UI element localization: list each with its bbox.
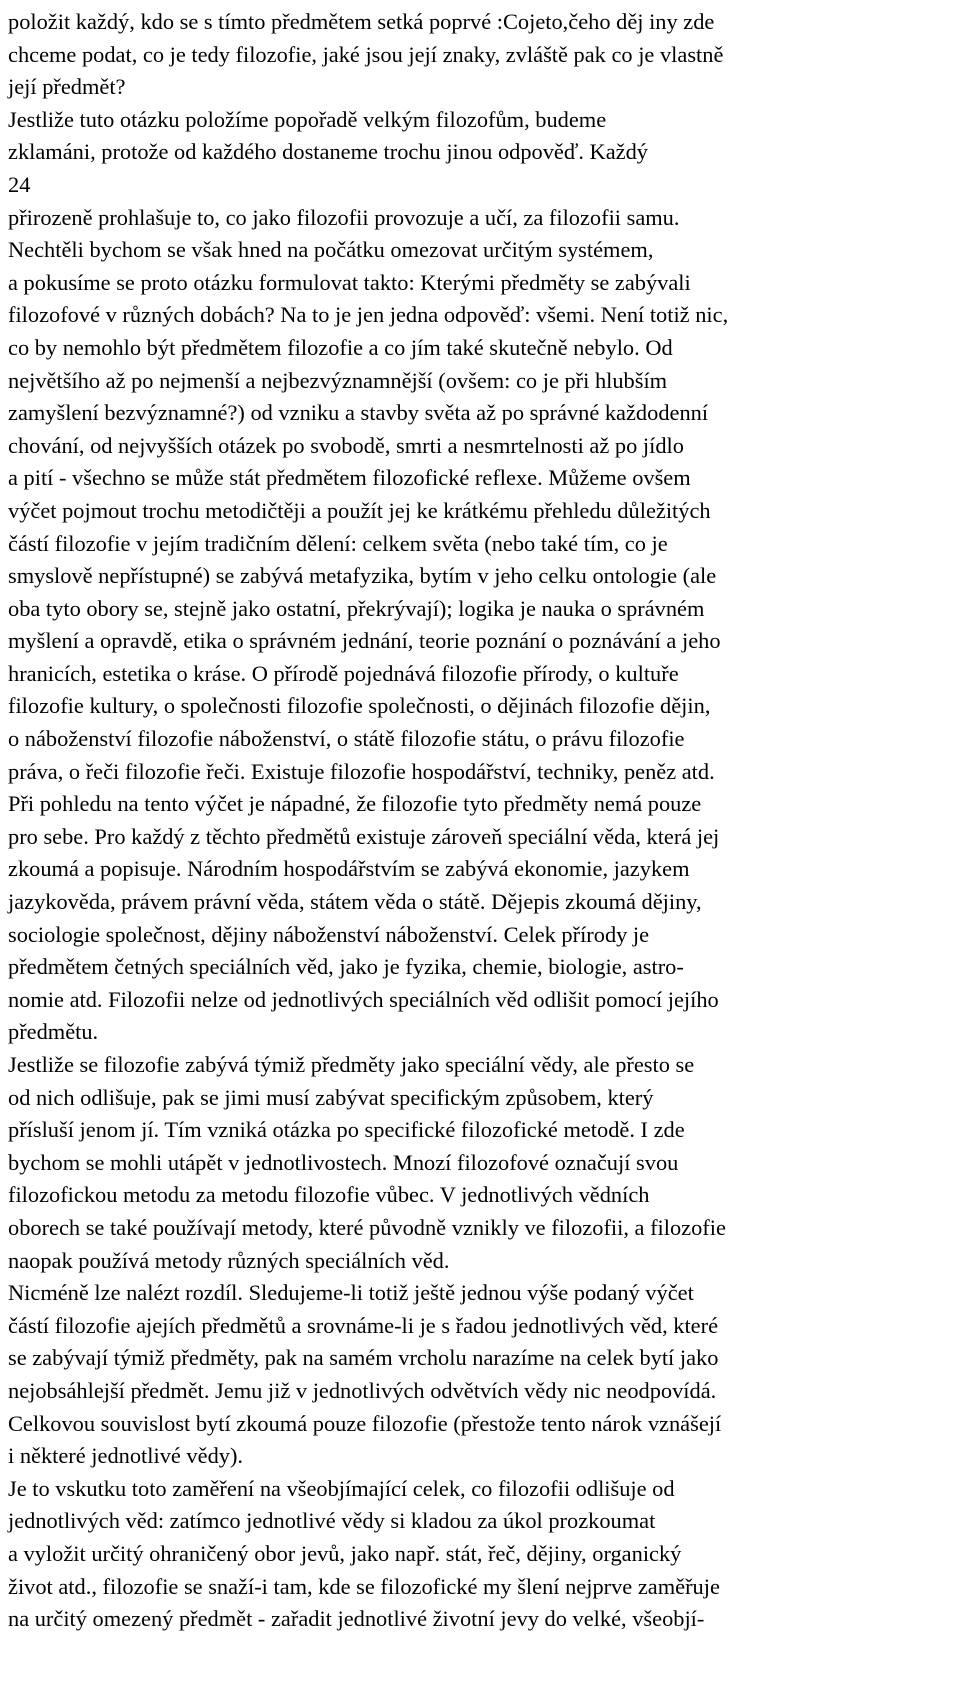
text-line: i některé jednotlivé vědy). bbox=[8, 1443, 244, 1469]
text-line bbox=[8, 1636, 953, 1669]
text-line: hranicích, estetika o kráse. O přírodě pojednává filozofie přírody, o kultuře bbox=[8, 660, 679, 686]
text-line: Nicméně lze nalézt rozdíl. Sledujeme-li totiž ještě jednou výše podaný výčet bbox=[8, 1280, 694, 1306]
text-line: jednotlivých věd: zatímco jednotlivé vědy si kladou za úkol prozkoumat bbox=[8, 1508, 656, 1534]
text-line: přirozeně prohlašuje to, co jako filozofii provozuje a učí, za filozofii samu. bbox=[8, 204, 680, 230]
text-line: od nich odlišuje, pak se jimi musí zabývat specifickým způsobem, který bbox=[8, 1084, 654, 1110]
text-line: předmětu. bbox=[8, 1019, 99, 1045]
text-line: výčet pojmout trochu metodičtěji a použít jej ke krátkému přehledu důležitých bbox=[8, 497, 711, 523]
text-line: chování, od nejvyšších otázek po svobodě, smrti a nesmrtelnosti až po jídlo bbox=[8, 432, 684, 458]
text-line: a pití - všechno se může stát předmětem filozofické reflexe. Můžeme ovšem bbox=[8, 465, 691, 491]
text-line: oba tyto obory se, stejně jako ostatní, překrývají); logika je nauka o správném bbox=[8, 595, 705, 621]
text-line: filozofové v různých dobách? Na to je jen jedna odpověď: všemi. Není totiž nic, bbox=[8, 302, 729, 328]
text-line: největšího až po nejmenší a nejbezvýznamnější (ovšem: co je při hlubším bbox=[8, 367, 668, 393]
text-line: částí filozofie v jejím tradičním dělení: celkem světa (nebo také tím, co je bbox=[8, 530, 668, 556]
text-line: položit každý, kdo se s tímto předmětem setká poprvé :Cojeto,čeho děj iny zde bbox=[8, 9, 715, 34]
text-line: nomie atd. Filozofii nelze od jednotlivých speciálních věd odlišit pomocí jejího bbox=[8, 986, 719, 1012]
text-line: filozofickou metodu za metodu filozofie vůbec. V jednotlivých vědních bbox=[8, 1182, 650, 1208]
text-line: Jestliže se filozofie zabývá týmiž předměty jako speciální vědy, ale přesto se bbox=[8, 1052, 695, 1077]
text-line: nejobsáhlejší předmět. Jemu již v jednotlivých odvětvích vědy nic neodpovídá. bbox=[8, 1377, 717, 1403]
text-line: Nechtěli bychom se však hned na počátku omezovat určitým systémem, bbox=[8, 237, 654, 263]
text-line: na určitý omezený předmět - zařadit jednotlivé životní jevy do velké, všeobjí- bbox=[8, 1606, 705, 1632]
text-line: Je to vskutku toto zaměření na všeobjímající celek, co filozofii odlišuje od bbox=[8, 1475, 675, 1501]
page-number: 24 bbox=[8, 171, 31, 197]
text-line: smyslově nepřístupné) se zabývá metafyzika, bytím v jeho celku ontologie (ale bbox=[8, 563, 717, 589]
text-line: a vyložit určitý ohraničený obor jevů, jako např. stát, řeč, dějiny, organický bbox=[8, 1540, 682, 1566]
text-line: pro sebe. Pro každý z těchto předmětů existuje zároveň speciální věda, která jej bbox=[8, 823, 720, 849]
text-line: jazykověda, právem právní věda, státem věda o státě. Dějepis zkoumá dějiny, bbox=[8, 889, 702, 915]
text-line: přísluší jenom jí. Tím vzniká otázka po specifické filozofické metodě. I zde bbox=[8, 1117, 685, 1143]
text-line: práva, o řeči filozofie řeči. Existuje filozofie hospodářství, techniky, peněz atd. bbox=[8, 758, 715, 784]
text-line: o náboženství filozofie náboženství, o státě filozofie státu, o právu filozofie bbox=[8, 726, 685, 752]
text-line: předmětem četných speciálních věd, jako je fyzika, chemie, biologie, astro- bbox=[8, 954, 684, 980]
text-line: Celkovou souvislost bytí zkoumá pouze filozofie (přestože tento nárok vznášejí bbox=[8, 1410, 722, 1436]
text-line: částí filozofie ajejích předmětů a srovnáme-li je s řadou jednotlivých věd, které bbox=[8, 1312, 719, 1338]
text-line: oborech se také používají metody, které původně vznikly ve filozofii, a filozofie bbox=[8, 1214, 726, 1240]
text-line: Při pohledu na tento výčet je nápadné, že filozofie tyto předměty nemá pouze bbox=[8, 791, 702, 817]
text-line: chceme podat, co je tedy filozofie, jaké jsou její znaky, zvláště pak co je vlastně bbox=[8, 41, 724, 67]
text-line: se zabývají týmiž předměty, pak na samém vrcholu narazíme na celek bytí jako bbox=[8, 1345, 719, 1371]
text-line: Jestliže tuto otázku položíme popořadě velkým filozofům, budeme bbox=[8, 106, 607, 132]
text-line: naopak používá metody různých speciálních věd. bbox=[8, 1247, 450, 1273]
text-line: zkoumá a popisuje. Národním hospodářstvím se zabývá ekonomie, jazykem bbox=[8, 856, 690, 882]
text-line: myšlení a opravdě, etika o správném jednání, teorie poznání o poznávání a jeho bbox=[8, 628, 721, 654]
body-text bbox=[8, 6, 953, 1668]
text-line: a pokusíme se proto otázku formulovat takto: Kterými předměty se zabývali bbox=[8, 269, 691, 295]
text-line: sociologie společnost, dějiny náboženství náboženství. Celek přírody je bbox=[8, 921, 650, 947]
text-line: bychom se mohli utápět v jednotlivostech. Mnozí filozofové označují svou bbox=[8, 1149, 679, 1175]
text-line: její předmět? bbox=[8, 74, 126, 100]
text-line: filozofie kultury, o společnosti filozofie společnosti, o dějinách filozofie dějin, bbox=[8, 693, 711, 719]
text-line: zamyšlení bezvýznamné?) od vzniku a stavby světa až po správné každodenní bbox=[8, 400, 709, 426]
text-line: zklamáni, protože od každého dostaneme trochu jinou odpověď. Každý bbox=[8, 139, 648, 165]
text-line: co by nemohlo být předmětem filozofie a co jím také skutečně nebylo. Od bbox=[8, 334, 673, 360]
text-line: život atd., filozofie se snaží-i tam, kde se filozofické my šlení nejprve zaměřuje bbox=[8, 1573, 720, 1599]
